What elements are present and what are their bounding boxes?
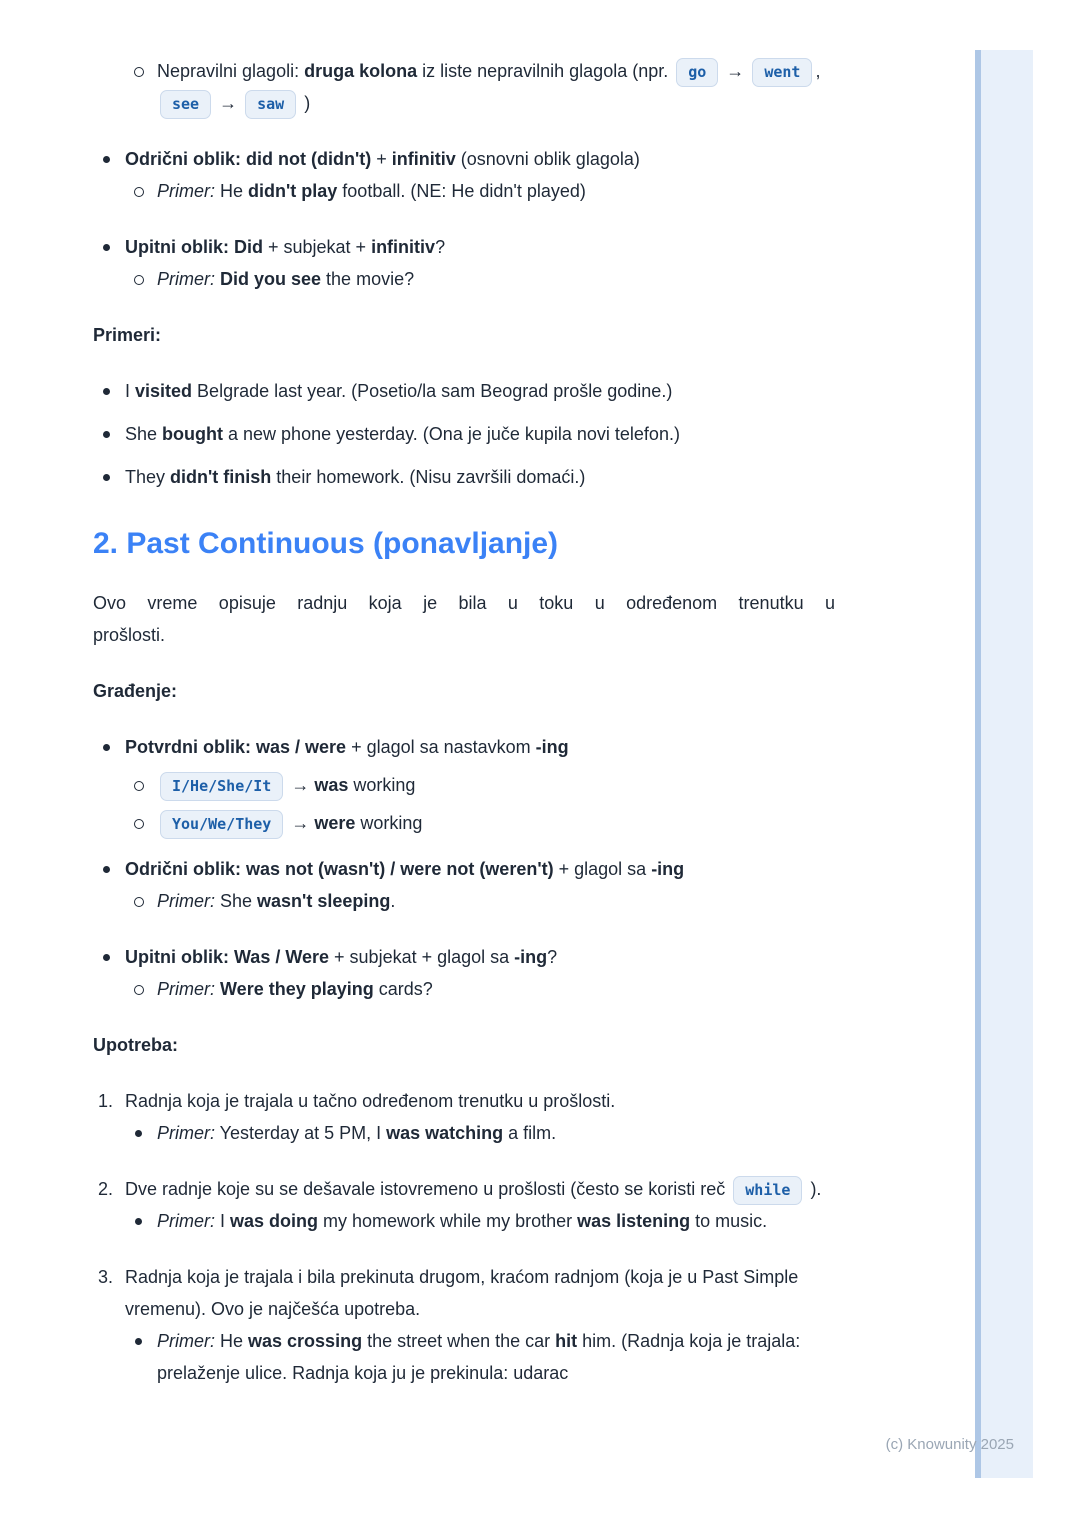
block-bullet xyxy=(93,418,835,450)
text-segment: iz liste nepravilnih glagola (npr. xyxy=(417,61,674,81)
text-segment: + xyxy=(371,149,392,169)
code-badge: You/We/They xyxy=(160,810,283,839)
circle-bullet-icon xyxy=(134,187,144,197)
circle-bullet-icon xyxy=(134,67,144,77)
text-segment: was watching xyxy=(386,1123,504,1143)
text-segment: + glagol sa xyxy=(553,859,652,879)
block-bullet xyxy=(93,143,835,175)
code-badge: while xyxy=(733,1176,802,1205)
list-number: 1. xyxy=(98,1091,114,1111)
text-segment: didn't play xyxy=(248,181,338,201)
block-bullet xyxy=(93,941,835,973)
code-badge: see xyxy=(160,90,211,119)
text-segment: Dve radnje koje su se dešavale istovremeno u prošlosti (često se koristi reč xyxy=(125,1179,731,1199)
text-segment: was listening xyxy=(577,1211,691,1231)
list-number: 3. xyxy=(98,1267,114,1287)
text-segment: the street when the car xyxy=(362,1331,556,1351)
block-bullet xyxy=(93,375,835,407)
text-segment: Radnja koja je trajala u tačno određenom trenutku u prošlosti. xyxy=(125,1091,616,1111)
block-num xyxy=(93,1173,835,1205)
text-segment: Upitni oblik: Was / Were xyxy=(125,947,330,967)
block-subd xyxy=(93,1205,835,1237)
text-segment: Yesterday at 5 PM, I xyxy=(215,1123,387,1143)
circle-bullet-icon xyxy=(134,275,144,285)
bullet-icon xyxy=(103,866,110,873)
text-segment: the movie? xyxy=(321,269,415,289)
text-segment: Belgrade last year. (Posetio/la sam Beograd prošle godine.) xyxy=(192,381,673,401)
page-edge-panel xyxy=(975,50,1033,1478)
text-segment: Primer: xyxy=(157,891,215,911)
text-segment: a film. xyxy=(503,1123,557,1143)
text-segment: Primer: xyxy=(157,181,215,201)
text-segment: Primeri: xyxy=(93,325,162,345)
text-segment: hit xyxy=(555,1331,578,1351)
block-label xyxy=(93,675,835,707)
text-segment: , xyxy=(815,61,821,81)
block-subd xyxy=(93,1325,835,1389)
text-segment: Upitni oblik: Did xyxy=(125,237,263,257)
code-badge: I/He/She/It xyxy=(160,772,283,801)
text-segment: cards? xyxy=(373,979,433,999)
circle-bullet-icon xyxy=(134,985,144,995)
block-subc xyxy=(93,973,835,1005)
circle-bullet-icon xyxy=(134,819,144,829)
bullet-icon xyxy=(135,1218,142,1225)
text-segment: Primer: xyxy=(157,979,215,999)
block-subc xyxy=(93,263,835,295)
bullet-icon xyxy=(103,156,110,163)
text-segment: + subjekat + xyxy=(262,237,372,257)
block-subc xyxy=(93,175,835,207)
code-badge: went xyxy=(752,58,812,87)
text-segment: . xyxy=(390,891,396,911)
bullet-icon xyxy=(103,431,110,438)
text-segment: my homework while my brother xyxy=(318,1211,578,1231)
bullet-icon xyxy=(135,1338,142,1345)
text-segment: visited xyxy=(135,381,193,401)
text-segment: -ing xyxy=(651,859,685,879)
text-segment: + glagol sa nastavkom xyxy=(346,737,536,757)
paragraph-line: prošlosti. xyxy=(93,625,166,645)
block-subd xyxy=(93,1117,835,1149)
text-segment: Radnja koja je trajala i bila prekinuta drugom, kraćom radnjom (koja je u Past Simple vremenu). Ovo je najčešća upotreba. xyxy=(125,1267,799,1319)
block-bullet xyxy=(93,461,835,493)
text-segment: (osnovni oblik glagola) xyxy=(455,149,640,169)
text-segment: Nepravilni glagoli: xyxy=(157,61,305,81)
text-segment: a new phone yesterday. (Ona je juče kupila novi telefon.) xyxy=(223,424,680,444)
document-content xyxy=(93,55,835,1389)
text-segment: They xyxy=(125,467,171,487)
text-segment: Primer: xyxy=(157,269,215,289)
text-segment: Did you see xyxy=(220,269,322,289)
text-segment: ? xyxy=(435,237,446,257)
text-segment: working xyxy=(348,775,416,795)
list-number: 2. xyxy=(98,1179,114,1199)
block-subc xyxy=(93,807,835,839)
text-segment: I xyxy=(125,381,136,401)
text-segment: were xyxy=(314,813,356,833)
block-subc xyxy=(93,769,835,801)
text-segment: → xyxy=(286,775,315,795)
bullet-icon xyxy=(103,244,110,251)
paragraph-line: Ovo vreme opisuje radnju koja je bila u toku u određenom trenutku u xyxy=(93,593,835,613)
text-segment: infinitiv xyxy=(391,149,456,169)
text-segment: Građenje: xyxy=(93,681,178,701)
code-badge: saw xyxy=(245,90,296,119)
text-segment: Upotreba: xyxy=(93,1035,178,1055)
block-num xyxy=(93,1085,835,1117)
block-subc xyxy=(93,55,835,119)
block-subc xyxy=(93,885,835,917)
text-segment: infinitiv xyxy=(371,237,436,257)
text-segment: She xyxy=(125,424,163,444)
block-para xyxy=(93,587,835,651)
text-segment: was doing xyxy=(230,1211,319,1231)
block-label xyxy=(93,319,835,351)
bullet-icon xyxy=(135,1130,142,1137)
text-segment: their homework. (Nisu završili domaći.) xyxy=(271,467,586,487)
text-segment: He xyxy=(215,181,249,201)
text-segment: Primer: xyxy=(157,1331,215,1351)
text-segment: to music. xyxy=(690,1211,768,1231)
text-segment: + subjekat + glagol sa xyxy=(329,947,515,967)
text-segment: 2. Past Continuous (ponavljanje) xyxy=(93,527,559,560)
block-label xyxy=(93,1029,835,1061)
text-segment: -ing xyxy=(535,737,569,757)
text-segment: I xyxy=(215,1211,231,1231)
text-segment: was crossing xyxy=(248,1331,363,1351)
text-segment: Potvrdni oblik: was / were xyxy=(125,737,347,757)
text-segment: -ing xyxy=(514,947,548,967)
bullet-icon xyxy=(103,744,110,751)
block-num xyxy=(93,1261,835,1325)
block-bullet xyxy=(93,853,835,885)
text-segment: ? xyxy=(547,947,558,967)
bullet-icon xyxy=(103,954,110,961)
block-bullet xyxy=(93,731,835,763)
text-segment: Primer: xyxy=(157,1211,215,1231)
watermark: (c) Knowunity 2025 xyxy=(885,1436,1014,1453)
code-badge: go xyxy=(676,58,718,87)
text-segment: He xyxy=(215,1331,249,1351)
text-segment: Odrični oblik: did not (didn't) xyxy=(125,149,372,169)
text-segment: working xyxy=(355,813,423,833)
text-segment: → xyxy=(286,813,315,833)
text-segment: ) xyxy=(299,93,311,113)
text-segment: didn't finish xyxy=(170,467,272,487)
bullet-icon xyxy=(103,474,110,481)
circle-bullet-icon xyxy=(134,897,144,907)
text-segment: She xyxy=(215,891,258,911)
text-segment: Primer: xyxy=(157,1123,215,1143)
text-segment: → xyxy=(721,61,750,81)
text-segment: druga kolona xyxy=(304,61,418,81)
text-segment: → xyxy=(214,93,243,113)
text-segment: him. (Radnja koja je trajala: prelaženje ulice. Radnja koja ju je prekinula: udarac xyxy=(157,1331,801,1383)
text-segment: was xyxy=(314,775,349,795)
text-segment: wasn't sleeping xyxy=(257,891,391,911)
block-heading xyxy=(93,525,835,563)
bullet-icon xyxy=(103,388,110,395)
block-bullet xyxy=(93,231,835,263)
text-segment: bought xyxy=(162,424,224,444)
text-segment: football. (NE: He didn't played) xyxy=(337,181,586,201)
text-segment: Were they playing xyxy=(220,979,374,999)
circle-bullet-icon xyxy=(134,781,144,791)
text-segment: Odrični oblik: was not (wasn't) / were not (weren't) xyxy=(125,859,554,879)
text-segment: ). xyxy=(805,1179,822,1199)
